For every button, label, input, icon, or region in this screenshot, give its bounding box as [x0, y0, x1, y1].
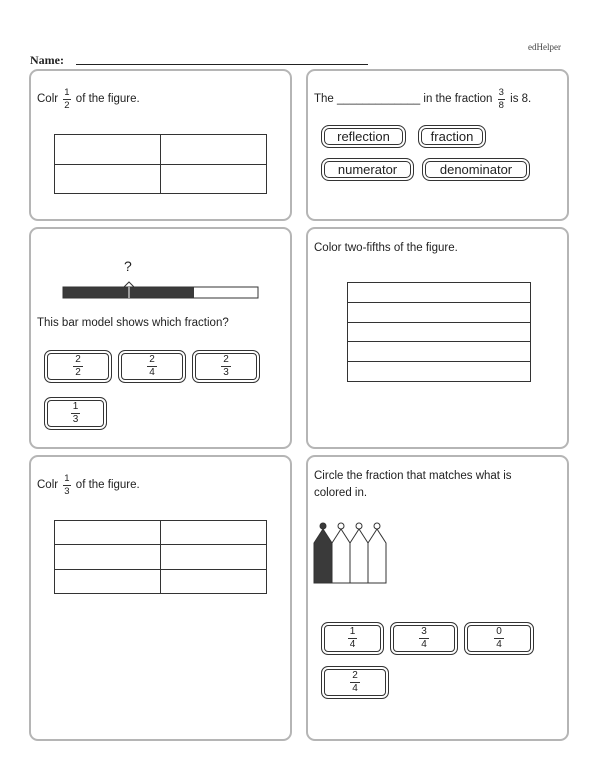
- name-input-line[interactable]: [76, 64, 368, 65]
- frac-num: 1: [349, 626, 356, 637]
- name-label: Name:: [30, 53, 64, 67]
- q2-prefix: The: [314, 93, 334, 106]
- q2-fraction: [498, 88, 505, 110]
- question-card-2: [306, 69, 569, 221]
- q6-option-2[interactable]: [390, 622, 458, 655]
- brand-label: edHelper: [528, 42, 561, 52]
- figure-cell[interactable]: [348, 302, 531, 322]
- q3-option-4[interactable]: [44, 397, 107, 430]
- figure-cell[interactable]: [55, 135, 161, 165]
- figure-cell[interactable]: [161, 135, 267, 165]
- q5-frac-den: 3: [64, 485, 70, 497]
- q5-figure-grid[interactable]: [54, 520, 267, 594]
- question-card-3: [29, 227, 292, 449]
- frac-num: 1: [72, 401, 79, 412]
- q2-frac-den: 8: [498, 99, 504, 111]
- frac-den: 4: [149, 367, 155, 378]
- frac-den: 4: [349, 639, 356, 650]
- option-fraction: [221, 355, 231, 378]
- question-card-6: [306, 455, 569, 741]
- q2-frac-num: 3: [498, 87, 504, 98]
- crown-part: [368, 529, 386, 583]
- figure-cell[interactable]: [161, 521, 267, 545]
- crown-part: [350, 529, 368, 583]
- q4-figure-grid[interactable]: [347, 282, 531, 382]
- q5-fraction: [63, 474, 70, 496]
- crown-tip-ball: [356, 523, 362, 529]
- q6-option-4[interactable]: [321, 666, 389, 699]
- crown-tip-ball: [320, 523, 326, 529]
- bar-question-mark: ?: [124, 258, 132, 274]
- frac-den: 3: [223, 367, 229, 378]
- figure-cell[interactable]: [348, 342, 531, 362]
- q5-prefix: Colr: [37, 479, 59, 492]
- q1-figure-grid[interactable]: [54, 134, 267, 194]
- frac-den: 3: [72, 414, 79, 425]
- figure-cell[interactable]: [55, 521, 161, 545]
- q2-prompt: [314, 88, 531, 110]
- crown-figure: [313, 517, 393, 587]
- q2-suffix: is 8.: [510, 93, 532, 106]
- crown-part-shaded: [314, 529, 332, 583]
- option-numerator[interactable]: numerator: [321, 158, 414, 181]
- q2-middle: in the fraction: [423, 93, 493, 106]
- option-denominator[interactable]: denominator: [422, 158, 530, 181]
- q4-prompt: Color two-fifths of the figure.: [314, 242, 458, 254]
- frac-num: 2: [223, 354, 229, 365]
- figure-cell[interactable]: [55, 164, 161, 194]
- option-reflection[interactable]: reflection: [321, 125, 406, 148]
- q1-fraction: [63, 88, 70, 110]
- q5-frac-num: 1: [64, 473, 70, 484]
- bar-model: [62, 281, 260, 303]
- option-fraction: [419, 627, 429, 650]
- option-fraction: [73, 355, 83, 378]
- figure-cell[interactable]: [161, 164, 267, 194]
- frac-num: 2: [149, 354, 155, 365]
- q3-option-2[interactable]: [118, 350, 186, 383]
- bar-bracket: [63, 282, 193, 287]
- frac-den: 2: [75, 367, 81, 378]
- q3-question: This bar model shows which fraction?: [37, 317, 229, 329]
- option-fraction: [494, 627, 504, 650]
- q3-option-1[interactable]: [44, 350, 112, 383]
- figure-cell[interactable]: [161, 545, 267, 569]
- frac-num: 3: [421, 626, 427, 637]
- q6-option-1[interactable]: [321, 622, 384, 655]
- frac-den: 4: [352, 683, 358, 694]
- q1-frac-den: 2: [64, 99, 70, 111]
- option-fraction: [348, 627, 358, 650]
- crown-part: [332, 529, 350, 583]
- figure-cell[interactable]: [348, 283, 531, 303]
- frac-num: 2: [75, 354, 81, 365]
- option-fraction[interactable]: fraction: [418, 125, 486, 148]
- frac-num: 0: [496, 626, 502, 637]
- q6-option-3[interactable]: [464, 622, 534, 655]
- option-fraction: [71, 402, 81, 425]
- frac-den: 4: [496, 639, 502, 650]
- q1-prompt: [37, 88, 140, 110]
- figure-cell[interactable]: [55, 569, 161, 593]
- figure-cell[interactable]: [161, 569, 267, 593]
- question-card-1: [29, 69, 292, 221]
- q6-prompt-line-2: colored in.: [314, 487, 368, 499]
- crown-tip-ball: [374, 523, 380, 529]
- figure-cell[interactable]: [55, 545, 161, 569]
- q1-prefix: Colr: [37, 93, 59, 106]
- q5-suffix: of the figure.: [75, 479, 140, 492]
- q1-frac-num: 1: [64, 87, 70, 98]
- q3-option-3[interactable]: [192, 350, 260, 383]
- q1-suffix: of the figure.: [75, 93, 140, 106]
- q6-prompt-line-1: Circle the fraction that matches what is: [314, 470, 512, 482]
- figure-cell[interactable]: [348, 362, 531, 382]
- figure-cell[interactable]: [348, 322, 531, 342]
- option-fraction: [147, 355, 157, 378]
- crown-tip-ball: [338, 523, 344, 529]
- question-card-4: [306, 227, 569, 449]
- q2-blank: _____________: [337, 93, 421, 106]
- question-card-5: [29, 455, 292, 741]
- frac-num: 2: [352, 670, 358, 681]
- option-fraction: [350, 671, 360, 694]
- q5-prompt: [37, 474, 140, 496]
- frac-den: 4: [421, 639, 427, 650]
